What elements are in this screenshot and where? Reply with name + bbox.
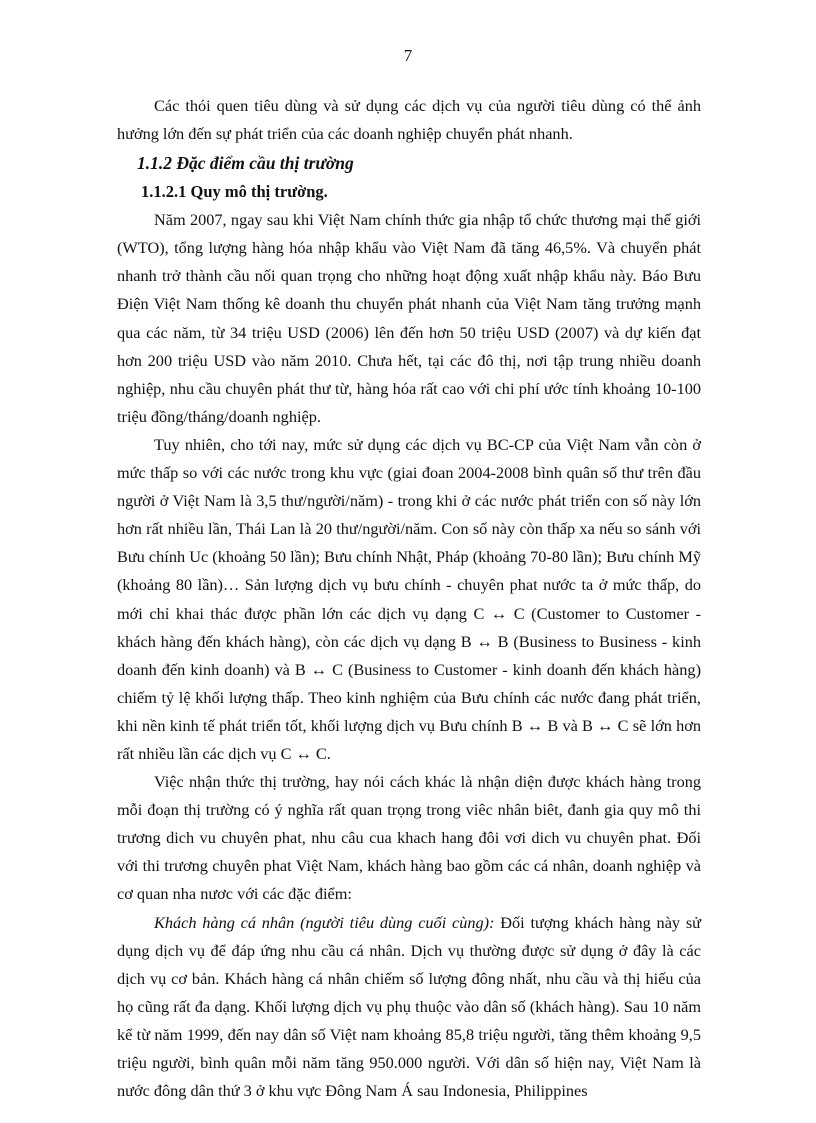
paragraph-lead-italic: Khách hàng cá nhân (người tiêu dùng cuối cùng): <box>154 912 495 932</box>
paragraph-intro: Các thói quen tiêu dùng và sử dụng các dịch vụ của người tiêu dùng có thể ảnh hưởng lớn đến sự phát triển của các doanh nghiệp chuyển phát nhanh. <box>117 96 701 144</box>
paragraph-body: Đối tượng khách hàng này sử dụng dịch vụ để đáp ứng nhu cầu cá nhân. Dịch vụ thường được sử dụng ở đây là các dịch vụ cơ bản. Khách hàng cá nhân chiếm số lượng đông nhất, nhu cầu và thị hiếu của họ cũng rất đa dạng. Khối lượng dịch vụ phụ thuộc vào dân số (khách hàng). Sau 10 năm kể từ năm 1999, đến nay dân số Việt nam khoảng 85,8 triệu người, tăng thêm khoảng 9,5 triệu người, bình quân mỗi năm tăng 950.000 người. Với dân số hiện nay, Việt Nam là nước đông dân thứ 3 ở khu vực Đông Nam Á sau Indonesia, Philippines <box>117 912 701 1101</box>
paragraph: Tuy nhiên, cho tới nay, mức sử dụng các dịch vụ BC-CP của Việt Nam vẫn còn ở mức thấp so với các nước trong khu vực (giai đoan 2004-2008 bình quân số thư trên đầu người ở Việt Nam là 3,5 thư/người/năm) - trong khi ở các nước phát triển con số này lớn hơn rất nhiều lần, Thái Lan là 20 thư/người/năm. Con số này còn thấp xa nếu so sánh với Bưu chính Uc (khoảng 50 lần); Bưu chính Nhật, Pháp (khoảng 70-80 lần); Bưu chính Mỹ (khoảng 80 lần)… Sản lượng dịch vụ bưu chính - chuyên phat nước ta ở mức thấp, do mới chỉ khai thác được phần lớn các dịch vụ dạng C ↔ C (Customer to Customer - khách hàng đến khách hàng), còn các dịch vụ dạng B ↔ B (Business to Business - kinh doanh đến kinh doanh) và B ↔ C (Business to Customer - kinh doanh đến khách hàng) chiếm tỷ lệ khối lượng thấp. Theo kinh nghiệm của Bưu chính các nước đang phát triển, khi nền kinh tế phát triển tốt, khối lượng dịch vụ Bưu chính B ↔ B và B ↔ C sẽ lớn hơn rất nhiều lần các dịch vụ C ↔ C. <box>117 434 701 763</box>
page-number: 7 <box>403 46 413 65</box>
subsection-heading: 1.1.2.1 Quy mô thị trường. <box>141 182 328 202</box>
document-body <box>117 92 701 1105</box>
section-heading: 1.1.2 Đặc điểm cầu thị trường <box>137 153 354 174</box>
paragraph <box>117 909 701 1106</box>
paragraph: Năm 2007, ngay sau khi Việt Nam chính thức gia nhập tổ chức thương mại thế giới (WTO), tổng lượng hàng hóa nhập khẩu vào Việt Nam đã tăng 46,5%. Và chuyển phát nhanh trở thành cầu nối quan trọng cho những hoạt động xuất nhập khẩu này. Báo Bưu Điện Việt Nam thống kê doanh thu chuyển phát nhanh của Việt Nam tăng trưởng mạnh qua các năm, từ 34 triệu USD (2006) lên đến hơn 50 triệu USD (2007) và dự kiến đạt hơn 200 triệu USD vào năm 2010. Chưa hết, tại các đô thị, nơi tập trung nhiều doanh nghiệp, nhu cầu chuyên phát thư từ, hàng hóa rất cao với chi phí ước tính khoảng 10-100 triệu đồng/tháng/doanh nghiệp. <box>117 210 701 426</box>
paragraph: Việc nhận thức thị trường, hay nói cách khác là nhận diện được khách hàng trong mỗi đoạn thị trường có ý nghĩa rất quan trọng trong viêc nhân biêt, đanh gia quy mô thi trương dich vu chuyên phat, nhu câu cua khach hang đôi vơi dich vu chuyên phat. Đối với thi trương chuyên phat Việt Nam, khách hàng bao gồm các cá nhân, doanh nghiệp và cơ quan nha nươc với các đặc điểm: <box>117 772 701 904</box>
